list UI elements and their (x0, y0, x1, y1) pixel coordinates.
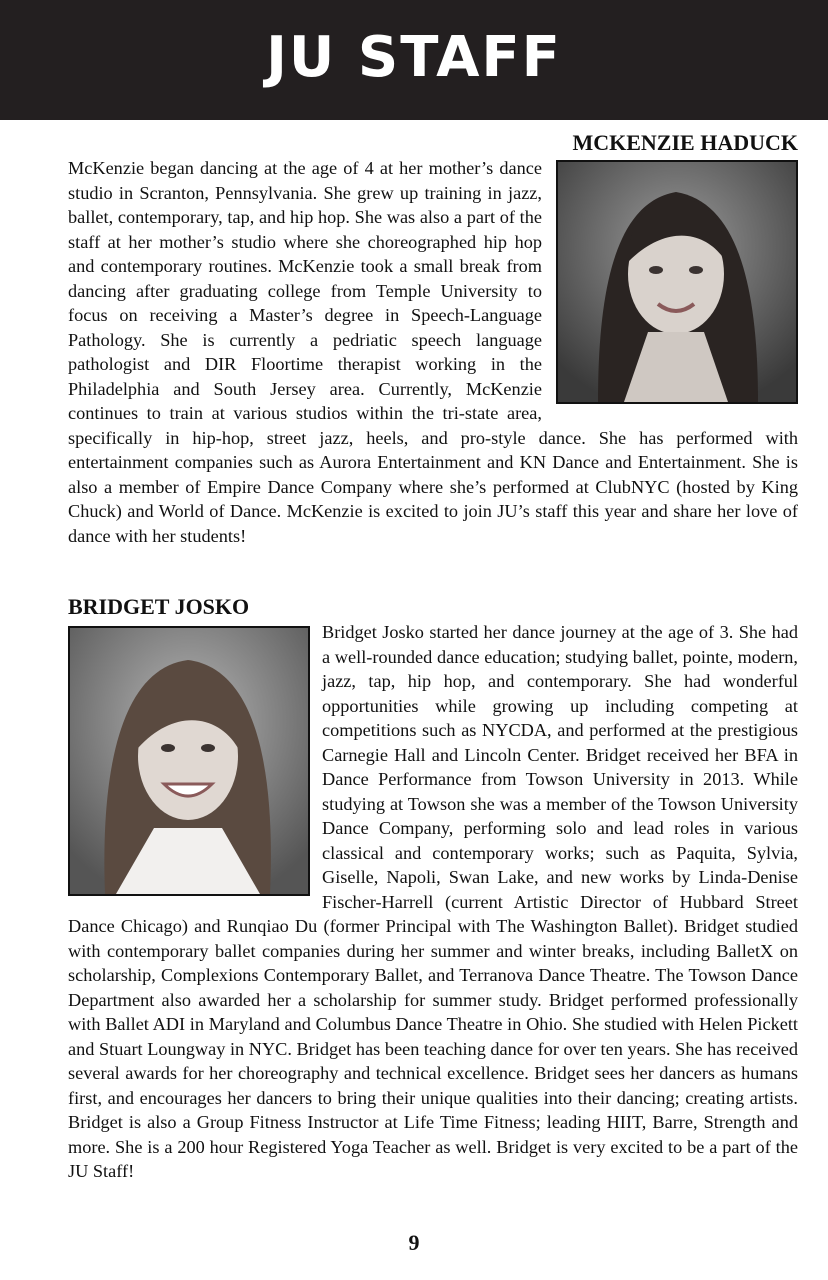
staff-name: BRIDGET JOSKO (68, 594, 250, 619)
staff-profile-mckenzie (68, 130, 798, 548)
page-number: 9 (408, 1230, 420, 1255)
header-banner (0, 0, 828, 120)
staff-bio: McKenzie began dancing at the age of 4 at her mother’s dance studio in Scranton, Pennsylvania. She grew up training in jazz, ballet, contemporary, tap, and hip hop. She was also a part of the staff at her mother’s studio where she choreographed hip hop and contemporary routines. McKenzie took a small break from dancing after graduating college from Temple University to focus on receiving a Master’s degree in Speech-Language Pathology. She is currently a pedriatic speech language pathologist and DIR Floortime therapist working in the Philadelphia and South Jersey area. Currently, McKenzie continues to train at various studios within the tri-state area, specifically in hip-hop, street jazz, heels, and pro-style dance. She has performed with entertainment companies such as Aurora Entertainment and KN Dance and Entertainment. She is also a member of Empire Dance Company where she’s performed at ClubNYC (hosted by King Chuck) and World of Dance. McKenzie is excited to join JU’s staff this year and share her love of dance with her students! (68, 158, 798, 546)
page-title: JU STAFF (266, 24, 562, 90)
staff-name: MCKENZIE HADUCK (572, 130, 798, 155)
headshot-photo (556, 160, 798, 404)
staff-profile-bridget (68, 594, 798, 1184)
staff-bio: Bridget Josko started her dance journey at the age of 3. She had a well-rounded dance education; studying ballet, pointe, modern, jazz, tap, hip hop, and contemporary. She had wonderful opportunities while growing up including competing at competitions such as NYCDA, and performed at the prestigious Carnegie Hall and Lincoln Center. Bridget received her BFA in Dance Performance from Towson University in 2013. While studying at Towson she was a member of the Towson University Dance Company, performing solo and lead roles in various classical and contemporary works; such as Paquita, Sylvia, Giselle, Napoli, Swan Lake, and new works by Linda-Denise Fischer-Harrell (current Artistic Director of Hubbard Street Dance Chicago) and Runqiao Du (former Principal with The Washington Ballet). Bridget studied with contemporary ballet companies during her summer and winter breaks, including BalletX on scholarship, Complexions Contemporary Ballet, and Terranova Dance Theatre. The Towson Dance Department also awarded her a scholarship for summer study. Bridget performed professionally with Ballet ADI in Maryland and Columbus Dance Theatre in Ohio. She studied with Helen Pickett and Stuart Loungway in NYC. Bridget has been teaching dance for over ten years. She has received several awards for her choreography and technical excellence. Bridget sees her dancers as humans first, and encourages her dancers to bring their unique qualities into their dancing; creating artists. Bridget is also a Group Fitness Instructor at Life Time Fitness; leading HIIT, Barre, Strength and more. She is a 200 hour Registered Yoga Teacher as well. Bridget is very excited to be a part of the JU Staff! (68, 622, 798, 1181)
headshot-photo (68, 626, 310, 896)
